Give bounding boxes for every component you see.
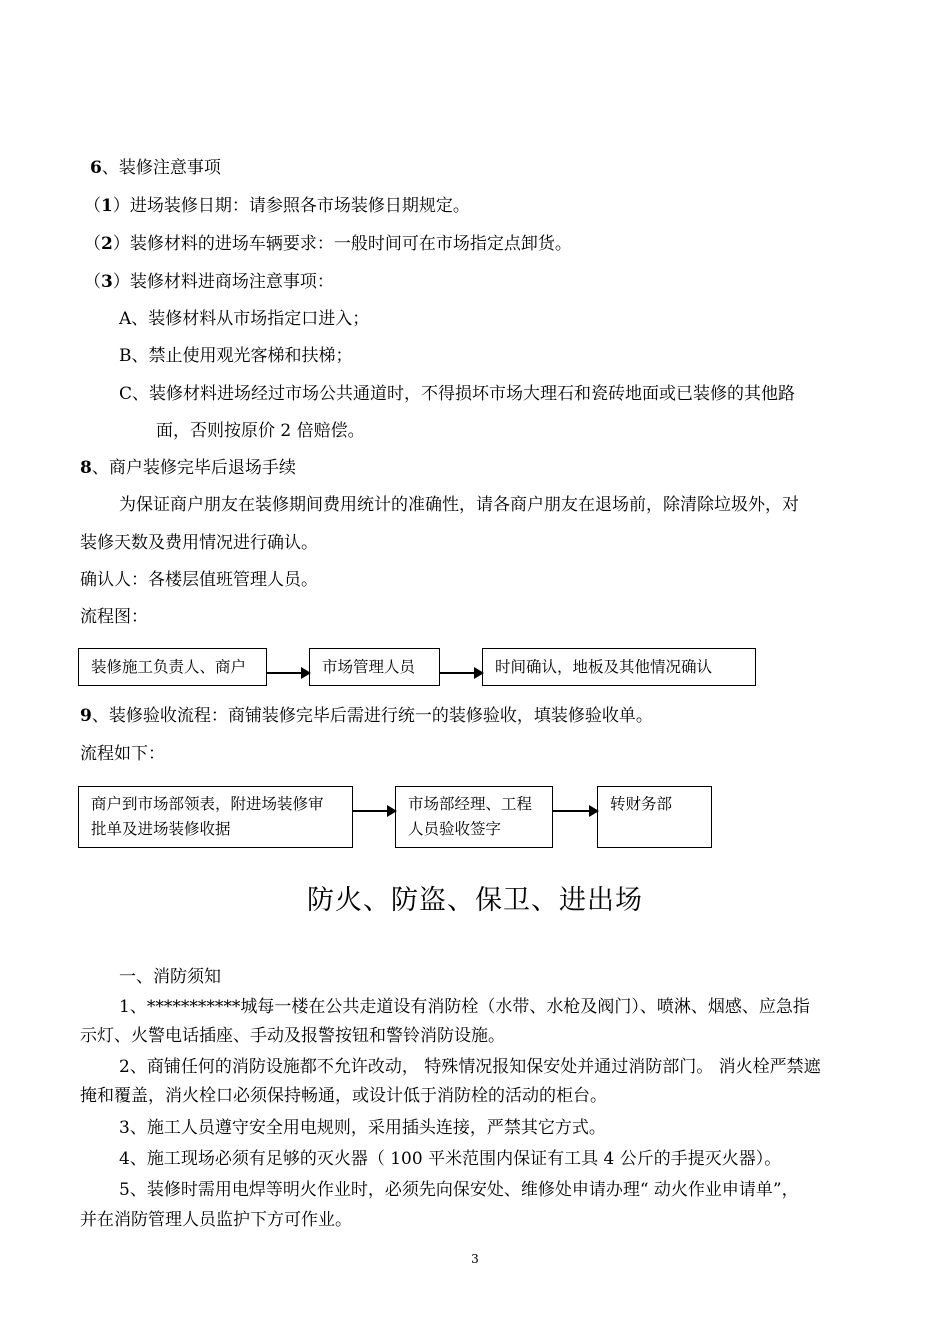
section-6-sub-c: C、装修材料进场经过市场公共通道时，不得损坏市场大理石和瓷砖地面或已装修的其他路: [119, 384, 796, 404]
acceptance-box-2-line-1: 市场部经理、工程: [408, 795, 533, 813]
section-8-confirm: 确认人：各楼层值班管理人员。: [80, 570, 318, 590]
chapter-heading: 防火、防盗、保卫、进出场: [307, 885, 643, 916]
fire-line-3: 2、商铺任何的消防设施都不允许改动， 特殊情况报知保安处并通过消防部门。 消火栓严禁遮: [119, 1057, 821, 1077]
fire-line-5: 3、施工人员遵守安全用电规则，采用插头连接，严禁其它方式。: [119, 1118, 606, 1138]
section-6-heading: 6、装修注意事项: [90, 158, 221, 178]
flow-arrow-icon: [353, 810, 395, 812]
flow-box-3: 时间确认，地板及其他情况确认: [482, 648, 756, 686]
fire-line-1: 1、***********城每一楼在公共走道设有消防栓（水带、水枪及阀门）、喷淋、烟感、应急指: [119, 997, 810, 1017]
section-9-heading: 9、装修验收流程：商铺装修完毕后需进行统一的装修验收，填装修验收单。: [80, 706, 653, 726]
section-8-para: 为保证商户朋友在装修期间费用统计的准确性，请各商户朋友在退场前，除清除垃圾外，对: [119, 495, 799, 515]
section-8-heading: 8、商户装修完毕后退场手续: [80, 458, 296, 478]
acceptance-box-1-line-1: 商户到市场部领表，附进场装修审: [91, 795, 324, 813]
section-6-sub-b: B、禁止使用观光客梯和扶梯；: [119, 346, 353, 366]
flow-arrow-icon: [267, 672, 309, 674]
flow-arrow-icon: [553, 810, 597, 812]
section-6-item-2: （2）装修材料的进场车辆要求：一般时间可在市场指定点卸货。: [84, 234, 572, 254]
section-6-sub-a: A、装修材料从市场指定口进入；: [119, 309, 370, 329]
flow-box-1: 装修施工负责人、商户: [78, 648, 267, 686]
fire-line-4: 掩和覆盖，消火栓口必须保持畅通，或设计低于消防栓的活动的柜台。: [80, 1086, 607, 1106]
fire-line-7: 5、装修时需用电焊等明火作业时，必须先向保安处、维修处申请办理“ 动火作业申请单”，: [119, 1180, 799, 1200]
fire-line-8: 并在消防管理人员监护下方可作业。: [80, 1210, 352, 1230]
section-6-sub-c-cont: 面，否则按原价 2 倍赔偿。: [156, 421, 365, 441]
flow-box-2: 市场管理人员: [309, 648, 440, 686]
section-8-para-cont: 装修天数及费用情况进行确认。: [80, 533, 318, 553]
fire-line-6: 4、施工现场必须有足够的灭火器（ 100 平米范围内保证有工具 4 公斤的手提灭火器）。: [119, 1149, 782, 1169]
fire-section-title: 一、消防须知: [119, 967, 221, 987]
fire-line-2: 示灯、火警电话插座、手动及报警按钮和警铃消防设施。: [80, 1026, 505, 1046]
section-6-item-3: （3）装修材料进商场注意事项：: [84, 272, 334, 292]
page-number: 3: [471, 1252, 479, 1266]
section-9-flow-label: 流程如下：: [80, 744, 165, 764]
acceptance-box-2: [395, 786, 553, 848]
acceptance-box-1: [78, 786, 353, 848]
acceptance-box-3-line-1: 转财务部: [610, 795, 673, 813]
flow-arrow-icon: [440, 672, 482, 674]
section-8-flow-label: 流程图：: [80, 607, 148, 627]
section-6-item-1: （1）进场装修日期：请参照各市场装修日期规定。: [84, 196, 470, 216]
acceptance-box-1-line-2: 批单及进场装修收据: [91, 820, 231, 838]
acceptance-box-3: [597, 786, 712, 848]
acceptance-box-2-line-2: 人员验收签字: [408, 820, 502, 838]
